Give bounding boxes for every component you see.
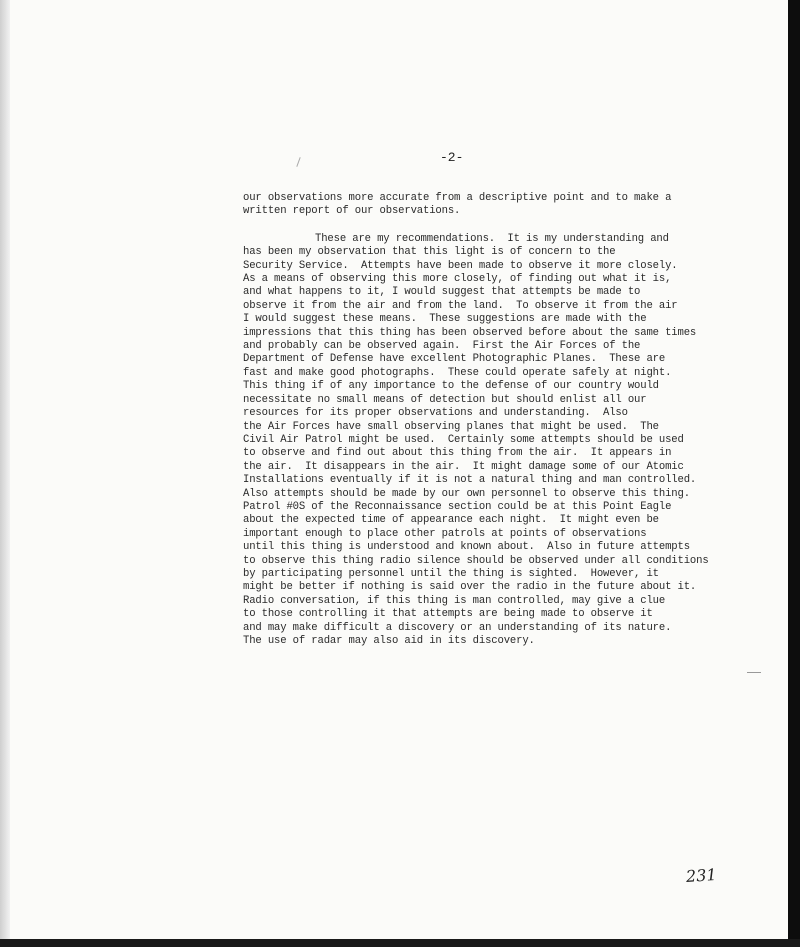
stray-mark	[296, 157, 300, 167]
text-line: Civil Air Patrol might be used. Certainly some attempts should be used	[243, 433, 684, 446]
text-line: Radio conversation, if this thing is man controlled, may give a clue	[243, 594, 666, 607]
text-line: observe it from the air and from the land. To observe it from the air	[243, 299, 678, 312]
text-line: Security Service. Attempts have been made to observe it more closely.	[243, 259, 678, 272]
paragraph-1	[243, 192, 743, 219]
text-line: Department of Defense have excellent Photographic Planes. These are	[243, 353, 666, 366]
text-line: about the expected time of appearance each night. It might even be	[243, 514, 659, 527]
text-line: and what happens to it, I would suggest that attempts be made to	[243, 286, 641, 299]
handwritten-page-number: 231	[685, 864, 718, 887]
text-line: to observe and find out about this thing from the air. It appears in	[243, 447, 672, 460]
text-line: impressions that this thing has been observed before about the same times	[243, 326, 697, 339]
text-line: our observations more accurate from a descriptive point and to make a	[243, 192, 672, 204]
text-line: resources for its proper observations and understanding. Also	[243, 407, 628, 420]
scan-left-edge	[0, 0, 10, 947]
text-line: necessitate no small means of detection but should enlist all our	[243, 393, 647, 406]
text-line: until this thing is understood and known about. Also in future attempts	[243, 541, 690, 554]
text-line: fast and make good photographs. These could operate safely at night.	[243, 366, 672, 379]
text-line: to observe this thing radio silence should be observed under all conditions	[243, 554, 709, 567]
text-line: Installations eventually if it is not a natural thing and man controlled.	[243, 474, 697, 487]
text-line: the air. It disappears in the air. It might damage some of our Atomic	[243, 460, 684, 473]
scan-right-edge	[788, 0, 800, 947]
text-line: I would suggest these means. These suggestions are made with the	[243, 313, 647, 326]
margin-mark	[747, 672, 761, 673]
text-line: by participating personnel until the thing is sighted. However, it	[243, 567, 659, 580]
text-line: important enough to place other patrols at points of observations	[243, 527, 647, 540]
text-line: and probably can be observed again. First the Air Forces of the	[243, 340, 641, 353]
scan-bottom-edge	[0, 939, 800, 947]
text-line: Patrol #0S of the Reconnaissance section could be at this Point Eagle	[243, 500, 672, 513]
text-line: As a means of observing this more closely, of finding out what it is,	[243, 273, 672, 286]
text-line: These are my recommendations. It is my understanding and	[315, 232, 669, 245]
text-line: and may make difficult a discovery or an understanding of its nature.	[243, 621, 672, 634]
text-line: has been my observation that this light is of concern to the	[243, 246, 616, 259]
text-line: the Air Forces have small observing planes that might be used. The	[243, 420, 659, 433]
page-number: -2-	[440, 150, 464, 165]
text-line: This thing if of any importance to the defense of our country would	[243, 380, 659, 393]
text-line: might be better if nothing is said over the radio in the future about it.	[243, 581, 697, 594]
text-line: written report of our observations.	[243, 205, 461, 218]
paragraph-2	[243, 233, 743, 649]
document-body	[243, 192, 743, 648]
text-line: Also attempts should be made by our own personnel to observe this thing.	[243, 487, 690, 500]
text-line: to those controlling it that attempts are being made to observe it	[243, 608, 653, 621]
text-line: The use of radar may also aid in its discovery.	[243, 635, 535, 647]
